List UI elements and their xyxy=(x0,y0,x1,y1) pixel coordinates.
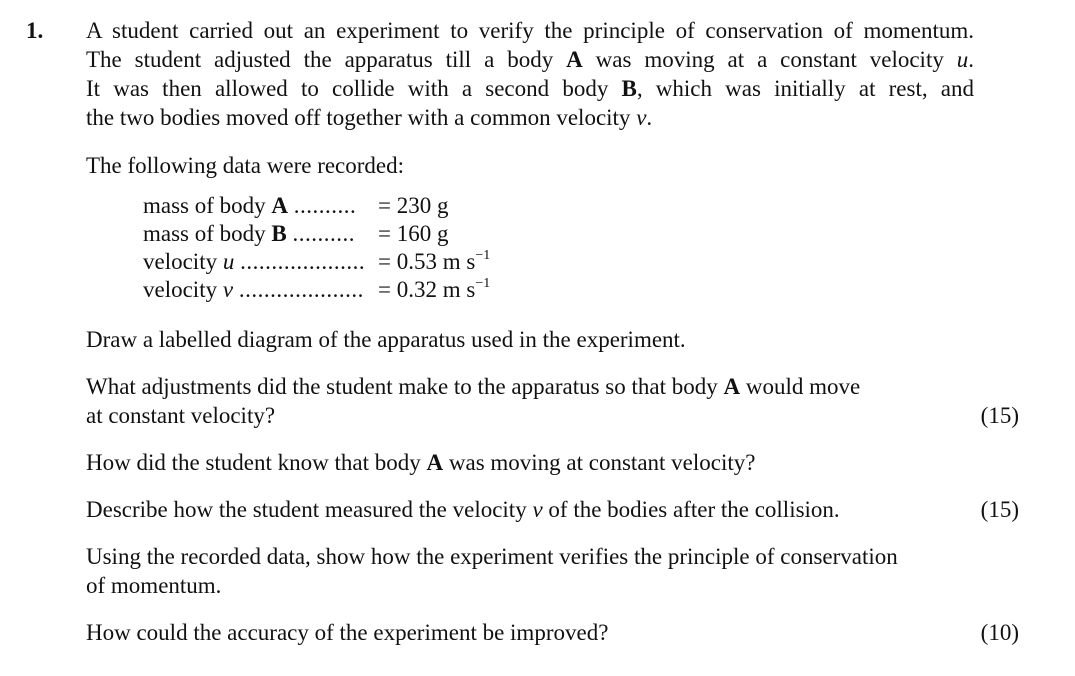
data-label-var: u xyxy=(222,249,235,274)
intro-line-3: It was then allowed to collide with a second body B, which was initially at rest, and xyxy=(86,76,975,101)
data-value: = 230 g xyxy=(378,193,449,218)
part-constant-velocity: How did the student know that body A was moving at constant velocity? xyxy=(86,450,756,475)
data-label-prefix: velocity xyxy=(143,277,223,302)
marks-15-b: (15) xyxy=(980,497,1019,522)
leader-dots: .................... xyxy=(240,249,366,274)
part-line: What adjustments did the student make to the apparatus so that body A would move xyxy=(86,374,861,399)
data-row-mass-b xyxy=(143,220,490,248)
intro-line-1: A student carried out an experiment to verify the principle of conservation of momentum. xyxy=(86,18,974,43)
data-label-var: v xyxy=(222,277,234,302)
part-verify-momentum xyxy=(86,542,898,600)
marks-15-a: (15) xyxy=(980,403,1019,428)
data-label-var: A xyxy=(271,193,289,218)
intro-line-4: the two bodies moved off together with a common velocity v. xyxy=(86,105,653,130)
data-table xyxy=(143,192,490,304)
leader-dots: .......... xyxy=(292,221,356,246)
data-label-prefix: mass of body xyxy=(143,221,272,246)
data-value: = 0.53 m $s^{-1}$ xyxy=(378,248,491,274)
data-label-prefix: velocity xyxy=(143,249,223,274)
part-adjustments xyxy=(86,372,860,430)
unit-exponent: −1 xyxy=(475,276,491,291)
leader-dots: .................... xyxy=(238,277,364,302)
data-row-velocity-u xyxy=(143,248,490,276)
part-line: of momentum. xyxy=(86,573,222,598)
part-line: Using the recorded data, show how the experiment verifies the principle of conservation xyxy=(86,544,898,569)
leader-dots: .......... xyxy=(293,193,357,218)
part-draw-diagram: Draw a labelled diagram of the apparatus used in the experiment. xyxy=(86,327,686,352)
question-number: 1. xyxy=(26,18,44,43)
marks-10: (10) xyxy=(980,620,1019,645)
part-improve-accuracy: How could the accuracy of the experiment be improved? xyxy=(86,620,609,645)
question-intro xyxy=(86,16,974,132)
data-row-velocity-v xyxy=(143,276,490,304)
data-value: = 0.32 m $s^{-1}$ xyxy=(378,276,491,302)
data-value: = 160 g xyxy=(378,221,449,246)
part-measure-velocity: Describe how the student measured the velocity v of the bodies after the collision. xyxy=(86,497,840,522)
data-heading: The following data were recorded: xyxy=(86,153,405,178)
intro-line-2: The student adjusted the apparatus till a body A was moving at a constant velocity u. xyxy=(86,47,974,72)
data-row-mass-a xyxy=(143,192,490,220)
part-line: at constant velocity? xyxy=(86,403,276,428)
unit-exponent: −1 xyxy=(475,248,491,263)
data-label-prefix: mass of body xyxy=(143,193,272,218)
data-label-var: B xyxy=(271,221,287,246)
